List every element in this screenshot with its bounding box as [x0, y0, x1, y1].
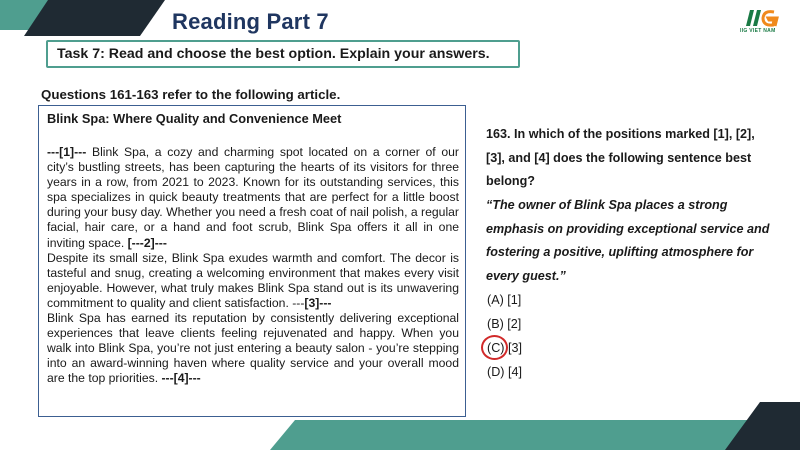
marker-3: [3]--- [304, 295, 332, 310]
article-box [38, 105, 466, 417]
marker-4: ---[4]--- [161, 371, 201, 386]
marker-2: [---2]--- [127, 235, 167, 250]
questions-reference: Questions 161-163 refer to the following article. [41, 87, 341, 102]
footer-decoration [270, 402, 800, 450]
article-title: Blink Spa: Where Quality and Convenience Meet [47, 111, 342, 126]
question-text: 163. In which of the positions marked [1], [2], [3], and [4] does the following sentence best belong? [486, 127, 755, 189]
paragraph-2-text: Despite its small size, Blink Spa exudes warmth and comfort. The decor is tasteful and snug, creating a welcoming environment that makes every visit enjoyable. However, what truly makes Blink Spa stand out is its unwavering commitment to quality and client satisfaction. --- [47, 250, 459, 310]
article-paragraph-1 [47, 145, 459, 251]
option-b[interactable]: (B) [2] [487, 317, 522, 331]
article-paragraph-2 [47, 251, 459, 311]
question-sentence: “The owner of Blink Spa places a strong emphasis on providing exceptional service and fostering a positive, uplifting atmosphere for every guest.” [486, 198, 770, 283]
logo-mark-icon [744, 6, 784, 30]
task-instruction: Task 7: Read and choose the best option. Explain your answers. [46, 40, 520, 68]
option-a[interactable]: (A) [1] [487, 293, 522, 307]
option-c[interactable]: (C) [3] [487, 341, 522, 355]
marker-1: ---[1]--- [47, 145, 87, 159]
selected-answer-circle [481, 335, 508, 360]
article-body [47, 145, 459, 387]
page-title: Reading Part 7 [172, 9, 329, 34]
header-decoration [0, 0, 170, 42]
option-d[interactable]: (D) [4] [487, 365, 522, 379]
logo-label: IIG VIET NAM [740, 28, 776, 34]
article-paragraph-3 [47, 311, 459, 386]
paragraph-1-text: Blink Spa, a cozy and charming spot located on a corner of our city’s bustling streets, has been capturing the hearts of its visitors for three years in a row, from 2021 to 2023. Known for its outstanding services, this spa specializes in quick beauty treatments that are perfect for a little boost during your busy day. Whether you need a fresh coat of nail polish, a regular facial, hair care, or a hand and foot scrub, Blink Spa offers it all in one inviting space. [47, 145, 459, 250]
paragraph-3-text: Blink Spa has earned its reputation by consistently delivering exceptional experiences that leave clients feeling rejuvenated and happy. When you walk into Blink Spa, you’re not just entering a beauty salon - you’re stepping into an award-winning haven where quality service and your overall mood are the top priorities. [47, 311, 459, 386]
